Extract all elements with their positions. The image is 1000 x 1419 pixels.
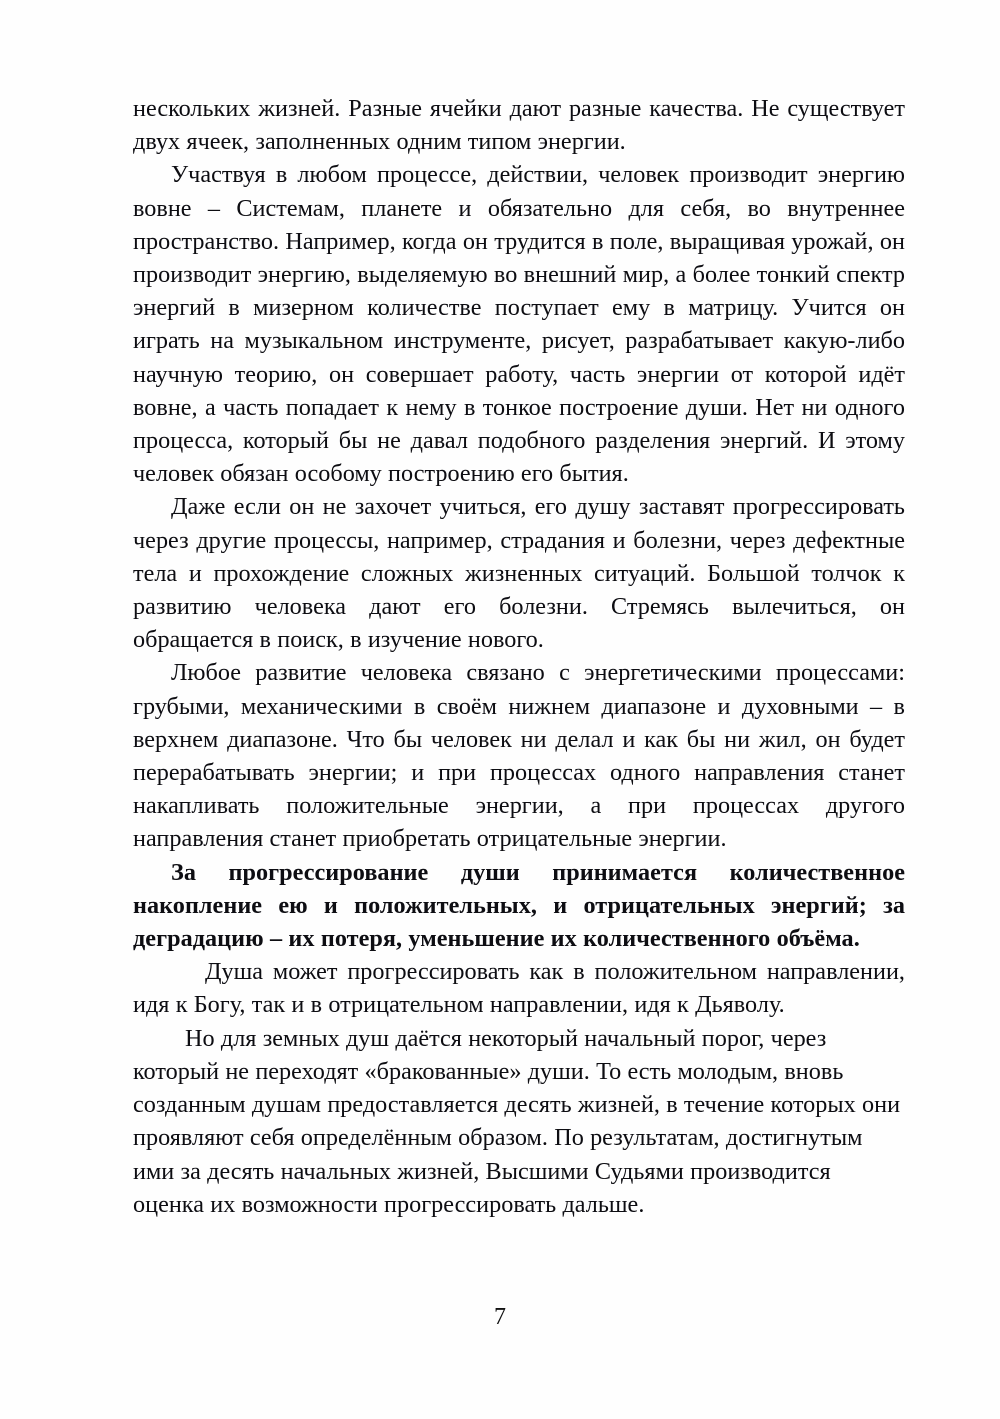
paragraph-4: Любое развитие человека связано с энергетическими процессами: грубыми, механическими в своём нижнем диапазоне и духовными – в верхнем диапазоне. Что бы человек ни делал и как бы ни жил, он будет перерабатывать энергии; и при процессах одного направления станет накапливать положительные энергии, а при процессах другого направления станет приобретать отрицательные энергии. <box>133 659 905 853</box>
body-text-column <box>133 92 905 1221</box>
page-number: 7 <box>494 1304 506 1330</box>
paragraph-3: Даже если он не захочет учиться, его душу заставят прогрессировать через другие процессы, например, страдания и болезни, через дефектные тела и прохождение сложных жизненных ситуаций. Большой толчок к развитию человека дают его болезни. Стремясь вылечиться, он обращается в поиск, в изучение нового. <box>133 493 905 654</box>
paragraph-2: Участвуя в любом процессе, действии, человек производит энергию вовне – Системам, планете и обязательно для себя, во внутреннее пространство. Например, когда он трудится в поле, выращивая урожай, он производит энергию, выделяемую во внешний мир, а более тонкий спектр энергий в мизерном количестве поступает ему в матрицу. Учится он играть на музыкальном инструменте, рисует, разрабатывает какую-либо научную теорию, он совершает работу, часть энергии от которой идёт вовне, а часть попадает к нему в тонкое построение души. Нет ни одного процесса, который бы не давал подобного разделения энергий. И этому человек обязан особому построению его бытия. <box>133 161 905 488</box>
paragraph-6: Душа может прогрессировать как в положительном направлении, идя к Богу, так и в отрицательном направлении, идя к Дьяволу. <box>133 958 905 1019</box>
paragraph-7: Но для земных душ даётся некоторый начальный порог, через который не переходят «бракованные» души. То есть молодым, вновь созданным душам предоставляется десять жизней, в течение которых они проявляют себя определённым образом. По результатам, достигнутым ими за десять начальных жизней, Высшими Судьями производится оценка их возможности прогрессировать дальше. <box>133 1024 901 1218</box>
paragraph-5-bold-emphasis: За прогрессирование души принимается количественное накопление ею и положительных, и отрицательных энергий; за деградацию – их потеря, уменьшение их количественного объёма. <box>133 858 905 953</box>
paragraph-1: нескольких жизней. Разные ячейки дают разные качества. Не существует двух ячеек, заполненных одним типом энергии. <box>133 95 905 156</box>
